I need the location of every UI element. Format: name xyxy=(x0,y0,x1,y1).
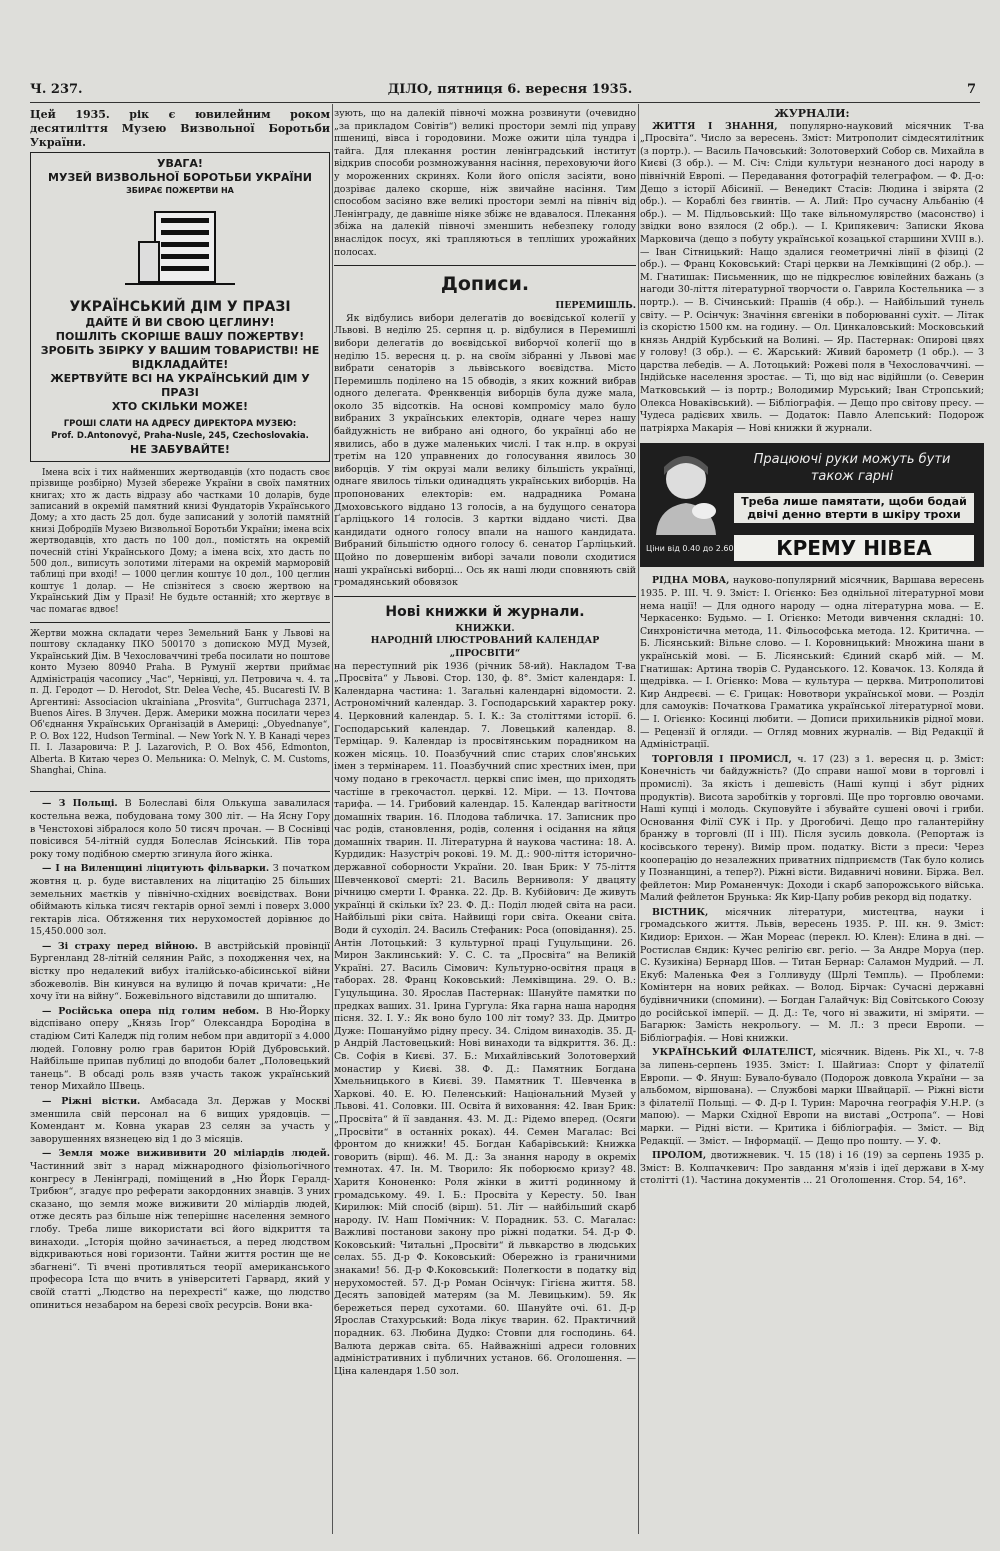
journal-entry xyxy=(640,575,984,751)
ad-line: МУЗЕЙ ВИЗВОЛЬНОЇ БОРОТЬБИ УКРАЇНИ xyxy=(48,171,312,184)
news-text: Частинний звіт з нарад міжнародного фізіольогічного конгресу в Ленінграді, поміщений в „Ню Йорк Гералд-Трибюн“, згадує про реферати закордонних знавців. З уних сказано, що земля може виживити 20 міліардів людей, отже десять раз більше ніж теперішнє населення земного глобу. Треба лише використати всі його відкриття та винаходи. „Історія щойно зачинається, а перед людством відкриваються нові горизонти. Тайни життя ростин ще не збагнені“. Ті вчені противляться теорії американського професора Іста що вчить в університеті Гарвард, який у своїй статті „Людство на перехресті“ каже, що людство опиниться незабаром на березі своїх ресурсів. Вони вка- xyxy=(30,1160,330,1311)
ad-line: ЗРОБІТЬ ЗБІРКУ У ВАШИМ ТОВАРИСТВІ! НЕ ВІДКЛАДАЙТЕ! xyxy=(40,343,320,371)
news-item xyxy=(30,1096,330,1146)
page-header xyxy=(30,80,980,100)
journal-title: ТОРГОВЛЯ І ПРОМИСЛ, xyxy=(652,753,792,765)
journal-text: популярно-науковий місячник Т-ва „Просвіта“. Число за вересень. Зміст: Митрополит сімдесятилітник (з портр.). — Василь Пачовський: Золотоверхий Собор св. Михайла в Києві (3 обр.). — М. Січ: Сліди культури незнаного досі народу в північній Европі. — Передавання фотографій телеграфом. — Ф. Д-о: Дещо з історії Абісинії. — Венедикт Стасів: Людина і звірята (2 обр.). — Кораблі без гвинтів. — А. Лий: Про сучасну Альбанію (4 обр.). — М. Підльовський: Що таке вільномулярство (масонство) і звідки воно взялося (2 обр.). — І. Крипякевич: Записки Якова Марковича (дещо з побуту української козацької старшини XVIII в.). — Іван Сітницький: Нащо здалися геометричні лінії в фізиці (2 обр.). — Франц Коковський: Старі церкви на Лемківщині (2 обр.). — М. Гнатишак: Письменник, що не підкреслює ювілейних бажань (з нагоди 30-ліття літературної творчости о. Гаврила Костельника — з портр.). — В. Січинський: Прашів (4 обр.). — Найбільший тунель світу. — Р. Осінчук: Значіння євгеніки в поборюванні сухіт. — Літак із скорістю 1500 км. на годину. — Ол. Цинкаловський: Московський князь Андрій Курбський на Волині. — Яр. Пастернак: Опирові цвях у голову! (3 обр.). — Є. Жарський: Живий барометр (1 обр.). — З царства лебедів. — А. Лотоцький: Рожеві поля в Чехословаччині. — Індійське населення зростає. — Ті, що від нас відійшли (о. Северин Матковський — із портр.; Володимир Мурський; Іван Стропський; Олекса Новаківський). — Бібліографія. — Дещо про світову пресу. — Чудеса радієвих хвиль. — Додаток: Павло Алепський: Подорож патріярха Макарія — Нові книжки й журнали. xyxy=(640,120,984,434)
jubilee-intro: Цей 1935. рік є ювилейним роком десятиліття Музею Визвольної Боротьби України. xyxy=(30,108,330,149)
news-text: З початком жовтня ц. р. буде виставлених на ліцитацію 25 більших земельних маєтків у північно-східних воєвідствах. Вони обіймають кілька тисяч гектарів орної землі і поверх 3.000 гектарів ліса. Обтяження тих нерухомостей дорівнює до 15,450.000 зол. xyxy=(30,863,330,938)
journal-title: ПРОЛОМ, xyxy=(652,1150,707,1162)
column-3 xyxy=(640,108,984,1528)
woman-illustration xyxy=(646,449,726,535)
news-item xyxy=(30,863,330,939)
divider xyxy=(334,265,636,266)
news-title: — Земля може вижививити 20 міліардів людей. xyxy=(42,1148,330,1160)
news-title: — Ріжні вістки. xyxy=(42,1096,141,1107)
news-title: — Російська опера під голим небом. xyxy=(42,1005,260,1017)
ad-line: УВАГА! xyxy=(157,157,203,170)
journal-title: УКРАЇНСЬКИЙ ФІЛАТЕЛІСТ, xyxy=(652,1047,817,1059)
ad-line: ХТО СКІЛЬКИ МОЖЕ! xyxy=(111,399,249,413)
news-text: Амбасада Зл. Держав у Москві зменшила свій персонал на 6 вищих урядовців. — Комендант м. Ковна укарав 23 селян за участь у заворушеннях вязнецею від 1 до 3 місяців. xyxy=(30,1096,330,1145)
column-divider xyxy=(332,104,333,1534)
ad-line: ЗБИРАЄ ПОЖЕРТВИ НА xyxy=(126,186,234,195)
calendar-text: на переступний рік 1936 (річник 58-ий). Накладом Т-ва „Просвіта“ у Львові. Стор. 130, ф. 8°. Зміст календаря: І. Календарна частина: 1. Загальні календарні відомости. 2. Астрономічний календар. 3. Господарський характер року. 4. Церковний календар. 5. І. К.: За століттями історії. 6. Господарський календар. 7. Ловецький календар. 8. Терміцар. 9. Календар із просвітянським порадником на кожен місяць. 10. Поазбучний спис старих слов'янських імен з термінарем. 11. Поазбучний спис хрестних імен, при чому подано в грекочастл. церкві спис імен, що приходять частіше в грекочастол. церкві. 12. Міри. — 13. Почтова тарифа. — 14. Грибовий календар. 15. Календар вагітности домашніх тварин. 16. Плодова табличка. 17. Записник про час родів, становлення, родів, солення і осідання на яйця домашніх тварин. ІІ. Літературна й наукова частина: 18. А. Курдидик: Назустріч рокові. 19. М. Д.: 900-ліття історично-державної соборности України. 20. Іван Брик: У 75-ліття Шевченкової смерті: 21. Василь Верниволя: У двацяту річницю смерти І. Франка. 22. Др. В. Кубійович: Де живуть українці й скільки їх? 23. Ф. Д.: Поділ людей світа на раси. Найбільші ріки світа. Найвищі гори світа. Океани світа. Води й суходіл. 24. Василь Стефаник: Роса (оповідання). 25. Антін Лотоцький: З культурної праці Гуцульщини. 26. Мирон Заклинський: У. С. С. та „Просвіта“ на Великій Україні. 27. Василь Сімович: Культурно-освітня праця в таборах. 28. Франц Коковський: Лемківщина. 29. О. В.: Гуцульщина. 30. Ярослав Пастернак: Шануйте памятки по предках ваших. 31. Ірина Гургула: Яка гарна наша народня пісня. 32. І. У.: Як воно було 100 літ тому? 33. Др. Дмитро Дуже: Пошануймо рідну пресу. 34. Слідом винаходів. 35. Д-р Андрій Ластовецький: Нові винаходи та відкриття. 36. Д.: Св. Софія в Києві. 37. Б.: Михайлівський Золотоверхий монастир у Києві. 38. Ф. Д.: Памятник Богдана Хмельницького в Києві. 39. Памятник Т. Шевченка в Харкові. 40. Е. Ю. Пеленський: Національний Музей у Львові. 41. Соловки. ІІІ. Освіта й виховання: 42. Іван Брик: „Просвіта“ й її завдання. 43. М. Д.: Рідемо вперед. (Осяги „Просвіти“ в останніх роках). 44. Семен Магалас: Всі фронтом до книжки! 45. Богдан Кабарівський: Книжка говорить (вірш). 46. М. Д.: За знання народу в окреміх темнотах. 47. Ін. М. Творило: Як поборюємо кризу? 48. Харитя Кононенко: Роля жінки в житті родинному й громадському. 49. І. Б.: Просвіта у Кересту. 50. Іван Кирилюк: Мій спосіб (вірш). 51. Літ — найбільший скарб народу. ІV. Наш Помічник: V. Порадник. 53. С. Магалас: Важливі постанови закону про ріжні податки. 54. Д-р Ф. Коковський: Читальні „Просвіти“ й львкарство в людських селах. 55. Д-р Ф. Коковський: Обережно із граничними знаками! 56. Д-р Ф.Коковський: Полегкости в податку від нерухомостей. 57. Д-р Роман Осінчук: Гігієна життя. 58. Десять заповідей матерям (за М. Левицьким). 59. Як бережеться перед сухотами. 60. Шануйте очі. 61. Д-р Ярослав Стахурський: Вода лікує тварин. 62. Практичний порадник. 63. Любина Дудко: Стовпи для господинь. 64. Валюта держав світа. 65. Найважніші адреси головних адміністративних і публичних установ. 66. Оголошення. — Ціна календаря 1.50 зол. xyxy=(334,660,636,1377)
journal-title: ЖИТТЯ І ЗНАННЯ, xyxy=(652,120,778,132)
continuation-text: зують, що на далекій півночі можна розвинути (очевидно „за прикладом Совітів“) великі простори землі під управу пшениці, вівса і городовини. Може ожити ціла тундра і тайга. Для плекання ростин ленінградський інститут відкрив способи розмножування насіння, переховуючи його у мороженних скринях. Коли його опісля засіяти, воно дозріває далеко скорше, ніж звичайне насіння. Тим способом засіяно вже великі простори землі на північ від Ленінграду, де давніше ніяке збіжє не вдавалося. Плекання збіжа на далекій півночі зменшить небезпеку голоду внаслідок посух, які трапляються в тепліших урожайних полосах. xyxy=(334,108,636,258)
divider xyxy=(30,622,330,623)
nivea-text: Треба лише памятати, щоби бодай двічі денно втерти в шкіру трохи xyxy=(734,493,974,523)
column-divider xyxy=(638,104,639,1534)
ad-address: Prof. D.Antonovyč, Praha-Nusle, 245, Czechoslovakia. xyxy=(51,431,309,442)
journal-text: науково-популярний місячник, Варшава вересень 1935. Р. ІІІ. Ч. 9. Зміст: І. Огієнко: Без однільної літературної мови нема нації! — Для одного народу — одна літературна мова. — Е. Черкасенко: Будьмо. — І. Огієнко: Методи вивчення складні: 10. Синхроністична метода, 11. Фільософська метода. 12. Критична. — Б. Лісянський: Вільне слово. — І. Коровницький: Множина шани в українській мові. — Б. Лісянський: Єдиний скарб мій. — М. Гнатишак: Артина творів С. Руданського. 12. Ковачок. 13. Коляда й щедрівка. — І. Огієнко: Мова — культура — церква. Митрополитові Кир Андреєві. — Є. Грицак: Новотвори української мови. — Розділ для самоуків: Початкова Граматика української літературної мови. — І. Огієнко: Косинці любити. — Дописи прихильників рідної мови. — Рецензії й огляди. — Огляд мовних журналів. — Від Редакції й Адміністрації. xyxy=(640,575,984,751)
journal-text: місячник літератури, мистецтва, науки і громадського життя. Львів, вересень 1935. Р. ІІІ. кн. 9. Зміст: Кидиор: Ерихон. — Жан Мореас (перекл. Ю. Клен): Елина в дні. — Ростислав Єндик: Кучес релігію євг. регіо. — За Андре Моруа (пер. С. Кузикіна) Бернард Шов. — Титан Бернар: Саламон Мудрий. — Л. Екуб: Маленька Фея з Голливуду (Шрлі Темпль). — Проблеми: Комінтерн на нових рейках. — Волод. Бірчак: Сучасні державні будівничники (спомини). — Богдан Галайчук: Від Совітського Союзу до російської імперії. — Д. Д.: Те, чого ні зважити, ні зміряти. — Багарюк: Замість некрольогу. — М. Л.: З преси Европи. — Бібліографія. — Нові книжки. xyxy=(640,906,984,1044)
column-2 xyxy=(334,108,636,1528)
nivea-ad xyxy=(640,443,984,567)
divider xyxy=(334,596,636,597)
news-title: — Зі страху перед війною. xyxy=(42,940,199,952)
news-title: — З Польщі. xyxy=(42,798,118,810)
news-title: — І на Виленщині ліцитують фільварки. xyxy=(42,863,270,875)
masthead: ДІЛО, пятниця 6. вересня 1935. xyxy=(387,82,633,97)
dopysy-heading: Дописи. xyxy=(440,273,530,296)
dopysy-text: Як відбулись вибори делегатів до воєвідської колегії у Львові. В неділю 25. серпня ц. р. відбулися в Перемишлі вибори делегатів до воєвідської виборчої колегії що в неділю 15. вересня ц. р. на своїм зібранні у Львові має вибрати сенаторів з львівського воєвідства. Місто Перемишль поділено на 15 обводів, з яких кожний вибрав одного делегата. Френквенція виборців була дуже мала, около 35 відсотків. На основі компромісу мало було вибраних 3 українських електорів, однаге через нашу байдужність не вибрано ані одного, бо українці або не явились, або в дуже маленьких числі. І так н.пр. в окрузі третім на 120 управнених до голосування явилось 30 виборців. У тім окрузі мали велику більшість українці, однаге явилось тільки одинадцять українських виборців. На пропонованих електорів: ем. надрадника Романа Дмоховського віддано 13 голосів, а на будущого сенатора Ґарліцького 14 голосів. 3 картки віддано чисті. Два кандидати одного голосу впали на нашого кандидата. Вибраний більшістю одного голосу 6. сенатор Ґарліцький. Щойно по довершенім виборі зачали поволи сходитися наші українські виборці... Ось як наші люди сповняють свій громадянський обовязок xyxy=(334,312,636,589)
journal-entry xyxy=(640,1047,984,1148)
journal-entry xyxy=(640,754,984,905)
nivea-brand: КРЕМУ НІВЕА xyxy=(734,535,974,561)
journal-text: місячник. Відень. Рік XI., ч. 7-8 за липень-серпень 1935. Зміст: І. Шайгиаз: Спорт у філателії Европи. — Ф. Януш: Бувало-бувало (Подорож довкола України — за альбомом, віршована). — Службові марки Швайцарії. — Ріжні вісти з філателії Польщі. — Ф. Д-р І. Турин: Марочна географія У.Н.Р. (з мапою). — Марки Східної Европи на виставі „Остропа“. — Нові марки. — Рідні вісти. — Критика і бібліографія. — Зміст. — Від Редакції. — Зміст. — Інформації. — Дещо про пошту. — У. Ф. xyxy=(640,1047,984,1147)
nivea-slogan: Працюючі руки можуть бути також гарні xyxy=(753,452,951,485)
calendar-title: НАРОДНІЙ ІЛЮСТРОВАНИЙ КАЛЕНДАР „ПРОСВІТИ“ xyxy=(370,635,600,659)
news-item xyxy=(30,798,330,861)
journal-entry xyxy=(640,907,984,1046)
news-item xyxy=(30,1148,330,1312)
nivea-price: Ціни від 0.40 до 2.60 xyxy=(646,544,734,554)
divider xyxy=(30,791,330,792)
page-number: 7 xyxy=(966,82,976,97)
news-text: В австрійській провінції Бургенланд 28-літній селянин Райс, з походження чех, на вістку про недалекий вибух італійсько-абісинської війни збожеволів. Він кинувся на вулицю й почав кричати: „Не хочу їти на війну“. Божевільного відставили до шпиталю. xyxy=(30,940,330,1003)
dopysy-place: ПЕРЕМИШЛЬ. xyxy=(555,300,636,312)
header-rule xyxy=(30,102,980,103)
news-item xyxy=(30,1006,330,1094)
journal-entry xyxy=(640,1150,984,1188)
journal-text: ч. 17 (23) з 1. вересня ц. р. Зміст: Конечність чи байдужність? (До справи нашої мови в торговлі і промислі). За якість і дешевість (Наші купці і збут рідних продуктів). Висота заробітків у торговлі. Ще про торговлю овочами. Наші купці і молодь. Скуповуйте і збувайте сушені овочі і гриби. Основання Філії СУК і Пр. у Дрогобичі. Дещо про галантерійну бранжу в торговлі (ІІ і ІІІ). Після зусиль довкола. (Репортаж із косівського терену). Вимір пром. податку. Вісти з преси: Через кооперацію до незалежних приватних підприємств (Так було колись у Познанщині, а тепер?). Ріжні вісти. Видавничі новини. Біржа. Вел. фейлетон: Мир Романенчук: Доходи і скарб запорожського війська. Малий фейлетон Брунька: Як Кир-Цапу робив рекорд від податку. xyxy=(640,753,984,904)
address-text: Жертви можна складати через Земельний Банк у Львові на поштову складанку ПКО 500170 з допискою МУД Музей, Український Дім. В Чехословаччині треба посилати но поштове конто Музею 80940 Praha. В Румунії жертви приймає Адміністрація часопису „Час“, Чернівці, ул. Петровича ч. 4. та п. Д. Геродот — D. Herodot, Str. Delea Veche, 45. Bucaresti IV. В Аргентині: Associacion ukrainiana „Prosvita“, Gurruchaga 2371, Buenos Aires. В Злучен. Держ. Америки можна посилати через Об'єднання Українських Організацій в Америці: „Obyednanye“, P. O. Box 122, Hudson Terminal. — New York N. Y. В Канаді через П. І. Лазаровича: P. J. Lazarovich, P. O. Box 456, Edmonton, Alberta. В Китаю через О. Мельника: O. Melnyk, C. M. Customs, Shanghai, China. xyxy=(30,629,330,776)
donor-text: Імена всіх і тих найменших жертводавців (хто подасть своє прізвище розбірно) Музей збереже України в своїх памятних книгах; хто ж дасть відразу або частками 10 доларів, буде записаний в окремій памятний книзі Фундаторів Українського Дому; а хто дасть 25 дол. буде записаний у золотій памятній книзі Добродіїв Музею Визвольної Боротьби України; імена всіх жертводавців, хто дасть по 100 дол., помістять на окремій почесній стіні Українського Дому; а імена всіх, хто дасть по 500 дол., виписуть золотими літерами на окремій марморовій таблиці при вході! — 1000 цеглин коштує 10 дол., 100 цеглин коштує 1 долар. — Не спізнітеся з своєю жертвою на Український Дім у Празі! Не будьте останній; хто жертвує в час помагає вдвоє! xyxy=(30,467,330,615)
books-subheading: КНИЖКИ. xyxy=(455,622,515,634)
journals-heading: ЖУРНАЛИ: xyxy=(774,108,850,120)
ad-line: ГРОШІ СЛАТИ НА АДРЕСУ ДИРЕКТОРА МУЗЕЮ: xyxy=(63,418,297,429)
column-1 xyxy=(30,108,330,1528)
journal-title: ВІСТНИК, xyxy=(652,906,709,918)
news-text: В Болеславі біля Олькуша завалилася костельна вежа, побудована тому 300 літ. — На Ясну Гору в Ченстохові зібралося коло 50 тисяч прочан. — В Соснівці повісився 54-літній суддя Болеслав Ясінський. Пів тора року тому подібною смертю згинула його жінка. xyxy=(30,798,330,860)
journal-entry xyxy=(640,121,984,436)
ad-line: ДАЙТЕ Й ВИ СВОЮ ЦЕГЛИНУ! xyxy=(85,315,275,329)
ad-line: ПОШЛІТЬ СКОРІШЕ ВАШУ ПОЖЕРТВУ! xyxy=(55,329,305,343)
journal-title: РІДНА МОВА, xyxy=(652,575,730,587)
journal-text: двотижневик. Ч. 15 (18) і 16 (19) за серпень 1935 р. Зміст: В. Колпачкевич: Про завдання м'язів і ідеї держави в Х-му столітті (1). Частина документів ... 21 Оголошення. Стор. 54, 16°. xyxy=(640,1150,984,1187)
ad-line: ЖЕРТВУЙТЕ ВСІ НА УКРАЇНСЬКИЙ ДІМ У ПРАЗІ xyxy=(50,371,310,399)
building-illustration xyxy=(125,202,235,292)
ad-line: НЕ ЗАБУВАЙТЕ! xyxy=(130,442,230,456)
news-item xyxy=(30,941,330,1004)
ad-headline: УКРАЇНСЬКИЙ ДІМ У ПРАЗІ xyxy=(69,298,291,315)
issue-number: Ч. 237. xyxy=(30,82,83,97)
books-heading: Нові книжки й журнали. xyxy=(385,603,585,620)
museum-ad xyxy=(30,152,330,462)
news-text: В Ню-Йорку відспівано оперу „Князь Ігор“ Олександра Бородіна в стадіюм Ситі Каледж під голим небом при авдиторії з 4.000 людей. Головну ролю грав баритон Юрій Дубровський. Найбільше припав публиці до вподоби балет „Половецький танець“. В обсаді роль взяв участь також український тенор Михайло Швець. xyxy=(30,1005,330,1093)
